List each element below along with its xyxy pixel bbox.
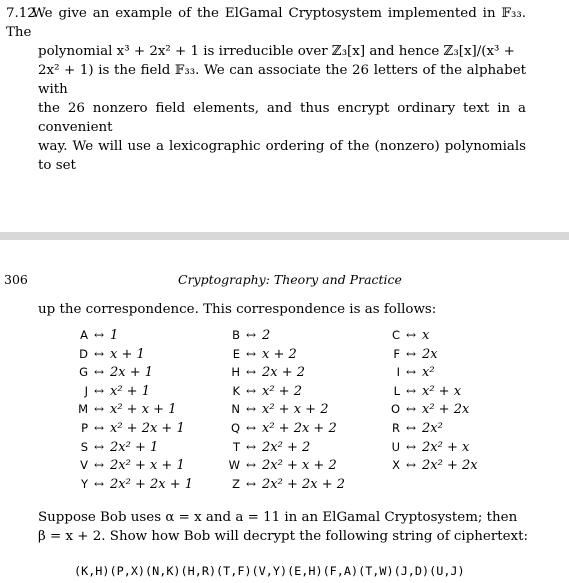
bidirectional-arrow-icon: ↔ [405,383,417,398]
bidirectional-arrow-icon: ↔ [405,365,417,380]
exercise-line-4: the 26 nonzero field elements, and thus encrypt ordinary text in a convenient [38,101,526,135]
correspondence-row [74,458,544,477]
letter: E [232,346,240,361]
correspondence-entry [74,384,150,399]
bidirectional-arrow-icon: ↔ [245,402,257,417]
polynomial: 2x + 2 [262,365,306,381]
polynomial: x + 1 [110,346,145,362]
correspondence-entry [226,440,310,455]
correspondence-entry [386,347,438,362]
bidirectional-arrow-icon: ↔ [93,328,105,342]
letter: Y [80,476,88,491]
polynomial: x² + 1 [110,383,150,399]
letter: F [393,346,400,361]
correspondence-entry [226,365,305,380]
bidirectional-arrow-icon: ↔ [245,458,257,473]
exercise-line-1: 7.12We give an example of the ElGamal Cryptosystem implemented in 𝔽₃₃. The [6,6,526,40]
ciphertext: (K,H)(P,X)(N,K)(H,R)(T,F)(V,Y)(E,H)(F,A)(T,W)(J,D)(U,J) [74,564,465,578]
correspondence-entry [226,421,337,436]
letter: O [390,402,400,417]
bidirectional-arrow-icon: ↔ [405,420,417,435]
polynomial: 1 [110,328,119,343]
letter: Z [232,476,240,491]
running-head: Cryptography: Theory and Practice [178,272,402,287]
polynomial: x² + x + 1 [110,402,177,418]
letter: H [231,365,240,380]
correspondence-entry [226,402,328,417]
letter: S [80,439,88,454]
bidirectional-arrow-icon: ↔ [93,420,105,435]
correspondence-entry [386,384,461,399]
bidirectional-arrow-icon: ↔ [93,458,105,473]
correspondence-entry [386,402,469,417]
continuation-line: up the correspondence. This correspondence is as follows: [38,302,437,317]
bidirectional-arrow-icon: ↔ [245,420,257,435]
page-break-divider [0,232,569,240]
polynomial: x² + x [422,383,462,399]
correspondence-entry [226,384,302,399]
polynomial: x + 2 [262,346,297,362]
letter: W [228,458,240,473]
bidirectional-arrow-icon: ↔ [93,439,105,454]
exercise-number: 7.12 [6,6,36,21]
bidirectional-arrow-icon: ↔ [405,346,417,361]
letter: V [80,458,88,473]
polynomial: 2x² [422,420,443,436]
letter: I [396,365,400,380]
correspondence-entry [226,347,297,362]
correspondence-entry [74,440,158,455]
letter: X [392,458,400,473]
correspondence-row [74,347,544,366]
letter: K [232,383,240,398]
letter: A [80,328,88,342]
correspondence-entry [74,365,153,380]
letter: D [79,346,88,361]
bidirectional-arrow-icon: ↔ [93,402,105,417]
correspondence-entry [386,328,429,343]
polynomial: 2x² + x + 1 [110,458,185,474]
polynomial: 2x² + 1 [110,439,159,455]
polynomial: 2x² + x + 2 [262,458,337,474]
page-number: 306 [4,272,28,287]
bottom-page [0,240,569,583]
question-line-1: Suppose Bob uses α = x and a = 11 in an ElGamal Cryptosystem; then [38,510,518,525]
bidirectional-arrow-icon: ↔ [245,439,257,454]
polynomial: 2x [422,346,438,362]
correspondence-row [74,402,544,421]
correspondence-row [74,365,544,384]
correspondence-entry [74,328,118,343]
polynomial: x² + 2x [422,402,470,418]
bidirectional-arrow-icon: ↔ [405,328,417,342]
letter: G [79,365,88,380]
bidirectional-arrow-icon: ↔ [93,346,105,361]
letter: Q [230,420,240,435]
correspondence-entry [74,402,176,417]
letter: C [391,328,400,342]
polynomial: x² + 2x + 1 [110,420,185,436]
letter: N [231,402,240,417]
letter: R [392,420,400,435]
bidirectional-arrow-icon: ↔ [245,346,257,361]
polynomial: x² + x + 2 [262,402,329,418]
letter: U [391,439,400,454]
exercise-line-5: way. We will use a lexicographic ordering of the (nonzero) polynomials to set [38,139,526,173]
polynomial: 2x² + 2 [262,439,311,455]
correspondence-entry [226,328,270,343]
polynomial: x² + 2 [262,383,302,399]
correspondence-entry [226,458,337,473]
polynomial: 2 [262,328,271,343]
bidirectional-arrow-icon: ↔ [93,383,105,398]
polynomial: x² [422,365,435,381]
letter: M [78,402,88,417]
correspondence-entry [74,458,185,473]
bidirectional-arrow-icon: ↔ [245,365,257,380]
letter: T [232,439,240,454]
bidirectional-arrow-icon: ↔ [93,365,105,380]
question-paragraph [38,508,528,546]
question-line-2: β = x + 2. Show how Bob will decrypt the following string of ciphertext: [38,529,528,544]
bidirectional-arrow-icon: ↔ [405,458,417,473]
letter: P [81,420,88,435]
correspondence-row [74,328,544,347]
polynomial: x² + 2x + 2 [262,420,337,436]
bidirectional-arrow-icon: ↔ [245,383,257,398]
top-page-fragment [0,0,569,232]
exercise-line-3: 2x² + 1) is the field 𝔽₃₃. We can associate the 26 letters of the alphabet with [38,63,526,97]
bidirectional-arrow-icon: ↔ [93,476,105,491]
correspondence-entry [74,421,185,436]
polynomial: 2x² + 2x + 1 [110,476,194,492]
bidirectional-arrow-icon: ↔ [245,476,257,491]
polynomial: 2x + 1 [110,365,154,381]
correspondence-entry [386,440,469,455]
correspondence-entry [74,347,145,362]
correspondence-entry [226,477,345,492]
letter: L [393,383,400,398]
correspondence-row [74,477,544,496]
correspondence-entry [74,477,193,492]
correspondence-entry [386,421,443,436]
correspondence-row [74,440,544,459]
correspondence-row [74,384,544,403]
bidirectional-arrow-icon: ↔ [405,439,417,454]
exercise-paragraph [6,4,526,175]
polynomial: 2x² + 2x + 2 [262,476,346,492]
letter: J [84,383,88,398]
correspondence-table [74,328,544,495]
correspondence-entry [386,365,435,380]
polynomial: 2x² + x [422,439,470,455]
correspondence-row [74,421,544,440]
polynomial: x [422,328,430,343]
polynomial: 2x² + 2x [422,458,478,474]
bidirectional-arrow-icon: ↔ [245,328,257,342]
bidirectional-arrow-icon: ↔ [405,402,417,417]
letter: B [232,328,240,342]
correspondence-entry [386,458,478,473]
exercise-line-2: polynomial x³ + 2x² + 1 is irreducible over ℤ₃[x] and hence ℤ₃[x]/(x³ + [38,44,515,59]
